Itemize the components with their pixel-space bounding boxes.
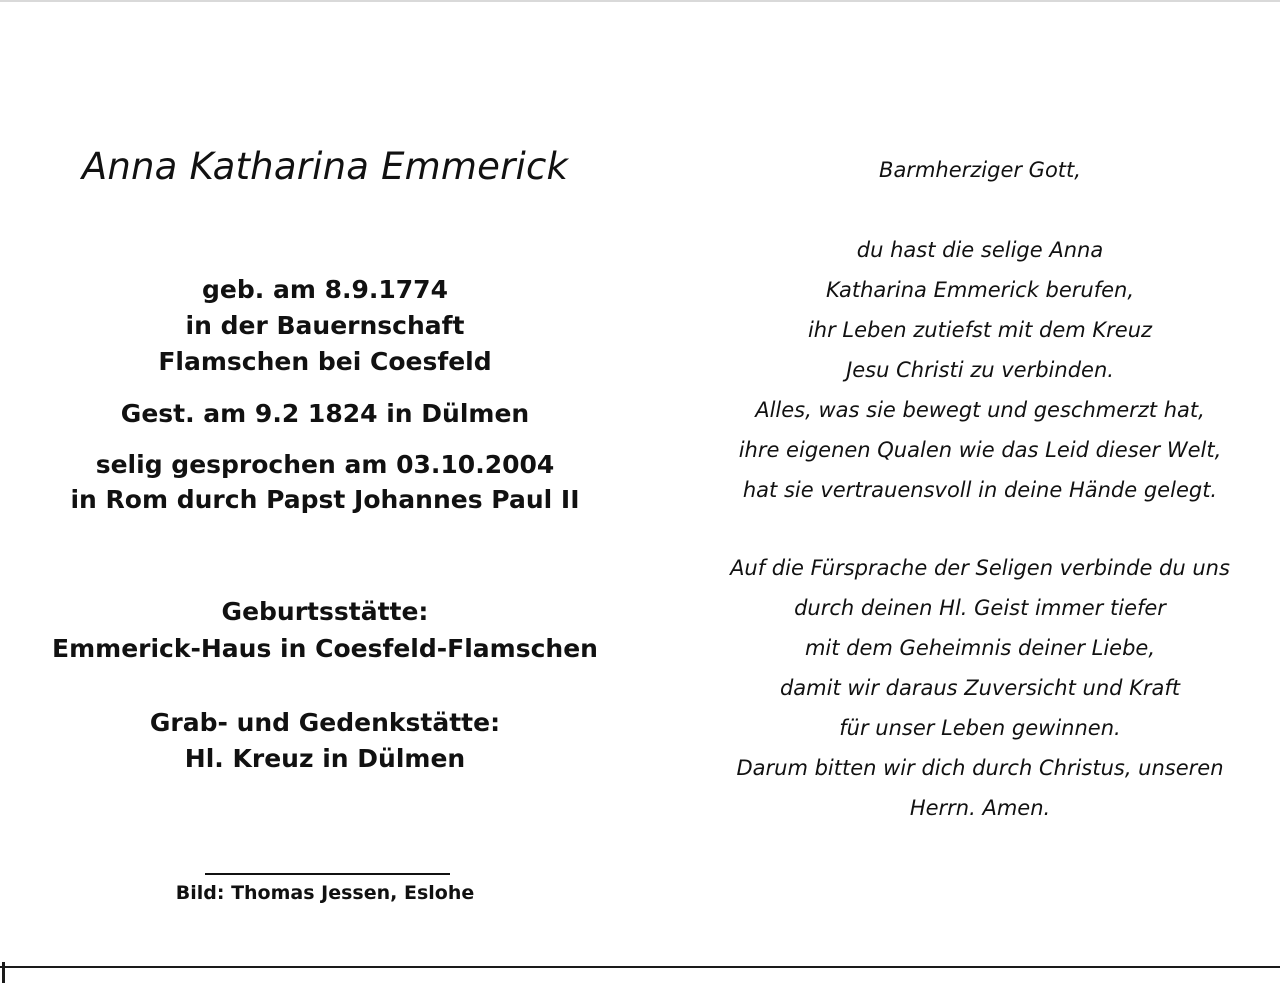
scan-edge-mark [2, 962, 5, 983]
prayer-line: Alles, was sie bewegt und geschmerzt hat, [755, 398, 1205, 422]
prayer-closing: Herrn. Amen. [909, 796, 1051, 820]
birth-date: geb. am 8.9.1774 [202, 275, 448, 304]
prayer-line: mit dem Geheimnis deiner Liebe, [804, 636, 1156, 660]
image-credit: Bild: Thomas Jessen, Eslohe [175, 882, 475, 904]
prayer-line: Katharina Emmerick berufen, [825, 278, 1135, 302]
prayer-line: durch deinen Hl. Geist immer tiefer [794, 596, 1166, 620]
prayer-line: du hast die selige Anna [856, 238, 1104, 262]
grave-heading: Grab- und Gedenkstätte: [149, 708, 501, 737]
birth-town-line: Flamschen bei Coesfeld [158, 347, 492, 376]
scan-edge-top [0, 0, 1280, 2]
prayer-line: damit wir daraus Zuversicht und Kraft [779, 676, 1181, 700]
beatified-date: selig gesprochen am 03.10.2004 [95, 450, 555, 479]
beatified-place: in Rom durch Papst Johannes Paul II [70, 485, 580, 514]
divider-rule [205, 873, 450, 875]
prayer-line: für unser Leben gewinnen. [839, 716, 1121, 740]
prayer-line: ihre eigenen Qualen wie das Leid dieser Welt, [738, 438, 1222, 462]
card-title: Anna Katharina Emmerick [81, 145, 569, 188]
grave-value: Hl. Kreuz in Dülmen [184, 744, 466, 773]
birthplace-heading: Geburtsstätte: [221, 597, 429, 626]
prayer-line: Auf die Fürsprache der Seligen verbinde du uns [730, 556, 1230, 580]
death-date: Gest. am 9.2 1824 in Dülmen [120, 399, 530, 428]
prayer-line: Jesu Christi zu verbinden. [846, 358, 1114, 382]
scan-edge-bottom [0, 966, 1280, 968]
birthplace-value: Emmerick-Haus in Coesfeld-Flamschen [52, 634, 598, 663]
prayer-salutation: Barmherziger Gott, [879, 158, 1081, 182]
birth-place-line: in der Bauernschaft [185, 311, 465, 340]
prayer-line: Darum bitten wir dich durch Christus, unseren [736, 756, 1224, 780]
prayer-line: ihr Leben zutiefst mit dem Kreuz [807, 318, 1153, 342]
prayer-line: hat sie vertrauensvoll in deine Hände gelegt. [742, 478, 1218, 502]
